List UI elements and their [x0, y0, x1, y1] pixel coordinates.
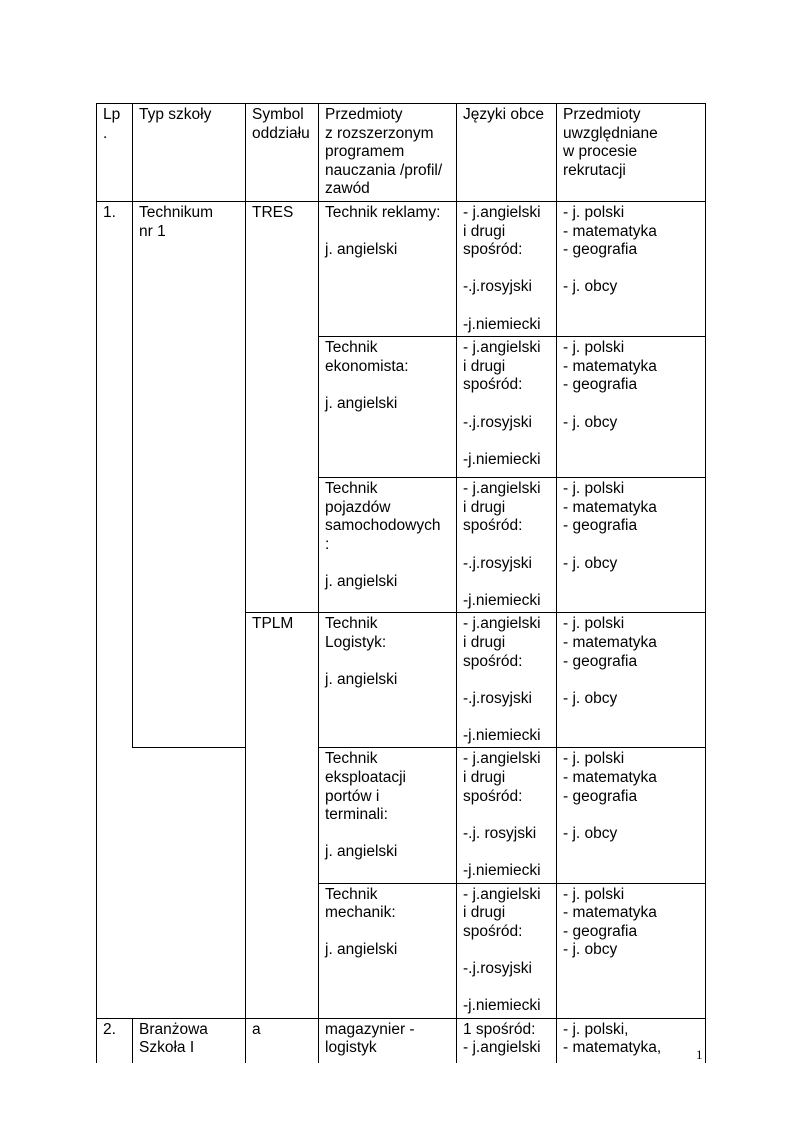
table-row — [97, 202, 706, 337]
cell-zawod: Technik Logistyk: j. angielski — [319, 613, 457, 748]
cell-typ-szkoly: Technikum nr 1 — [133, 202, 246, 748]
header-rekrutacja: Przedmioty uwzględniane w procesie rekrutacji — [557, 104, 706, 202]
header-lp: Lp . — [97, 104, 133, 202]
cell-jezyki: - j.angielski i drugi spośród: -.j.rosyjski -j.niemiecki — [457, 337, 557, 478]
cell-zawod: Technik reklamy: j. angielski — [319, 202, 457, 337]
cell-zawod: Technik ekonomista: j. angielski — [319, 337, 457, 478]
header-jezyki: Języki obce — [457, 104, 557, 202]
cell-typ-szkoly: Branżowa Szkoła I — [133, 1018, 246, 1063]
cell-rekrutacja: - j. polski - matematyka - geografia - j. obcy — [557, 613, 706, 748]
cell-rekrutacja: - j. polski - matematyka - geografia - j. obcy — [557, 337, 706, 478]
table-row — [97, 748, 706, 883]
cell-jezyki: 1 spośród: - j.angielski — [457, 1018, 557, 1063]
cell-symbol: TRES — [246, 202, 319, 613]
header-przedmioty: Przedmioty z rozszerzonym programem nauczania /profil/ zawód — [319, 104, 457, 202]
recruitment-table — [96, 103, 706, 1063]
table-header-row — [97, 104, 706, 202]
cell-lp: 1. — [97, 202, 133, 748]
cell-symbol: a — [246, 1018, 319, 1063]
cell-rekrutacja: - j. polski - matematyka - geografia - j. obcy — [557, 478, 706, 613]
cell-rekrutacja: - j. polski - matematyka - geografia - j. obcy — [557, 748, 706, 883]
header-symbol: Symbol oddziału — [246, 104, 319, 202]
cell-zawod: magazynier - logistyk — [319, 1018, 457, 1063]
cell-jezyki: - j.angielski i drugi spośród: -.j.rosyjski -j.niemiecki — [457, 478, 557, 613]
cell-rekrutacja: - j. polski - matematyka - geografia - j. obcy — [557, 883, 706, 1018]
cell-jezyki: - j.angielski i drugi spośród: -.j.rosyjski -j.niemiecki — [457, 883, 557, 1018]
cell-jezyki: - j.angielski i drugi spośród: -.j.rosyjski -j.niemiecki — [457, 613, 557, 748]
table-row — [97, 1018, 706, 1063]
cell-empty — [97, 748, 246, 1018]
cell-rekrutacja: - j. polski, - matematyka, — [557, 1018, 706, 1063]
header-typ-szkoly: Typ szkoły — [133, 104, 246, 202]
cell-zawod: Technik pojazdów samochodowych : j. angielski — [319, 478, 457, 613]
cell-zawod: Technik eksploatacji portów i terminali: j. angielski — [319, 748, 457, 883]
cell-rekrutacja: - j. polski - matematyka - geografia - j. obcy — [557, 202, 706, 337]
cell-jezyki: - j.angielski i drugi spośród: -.j. rosyjski -j.niemiecki — [457, 748, 557, 883]
cell-jezyki: - j.angielski i drugi spośród: -.j.rosyjski -j.niemiecki — [457, 202, 557, 337]
cell-zawod: Technik mechanik: j. angielski — [319, 883, 457, 1018]
page-number: 1 — [696, 1047, 703, 1062]
cell-symbol: TPLM — [246, 613, 319, 1018]
cell-lp: 2. — [97, 1018, 133, 1063]
